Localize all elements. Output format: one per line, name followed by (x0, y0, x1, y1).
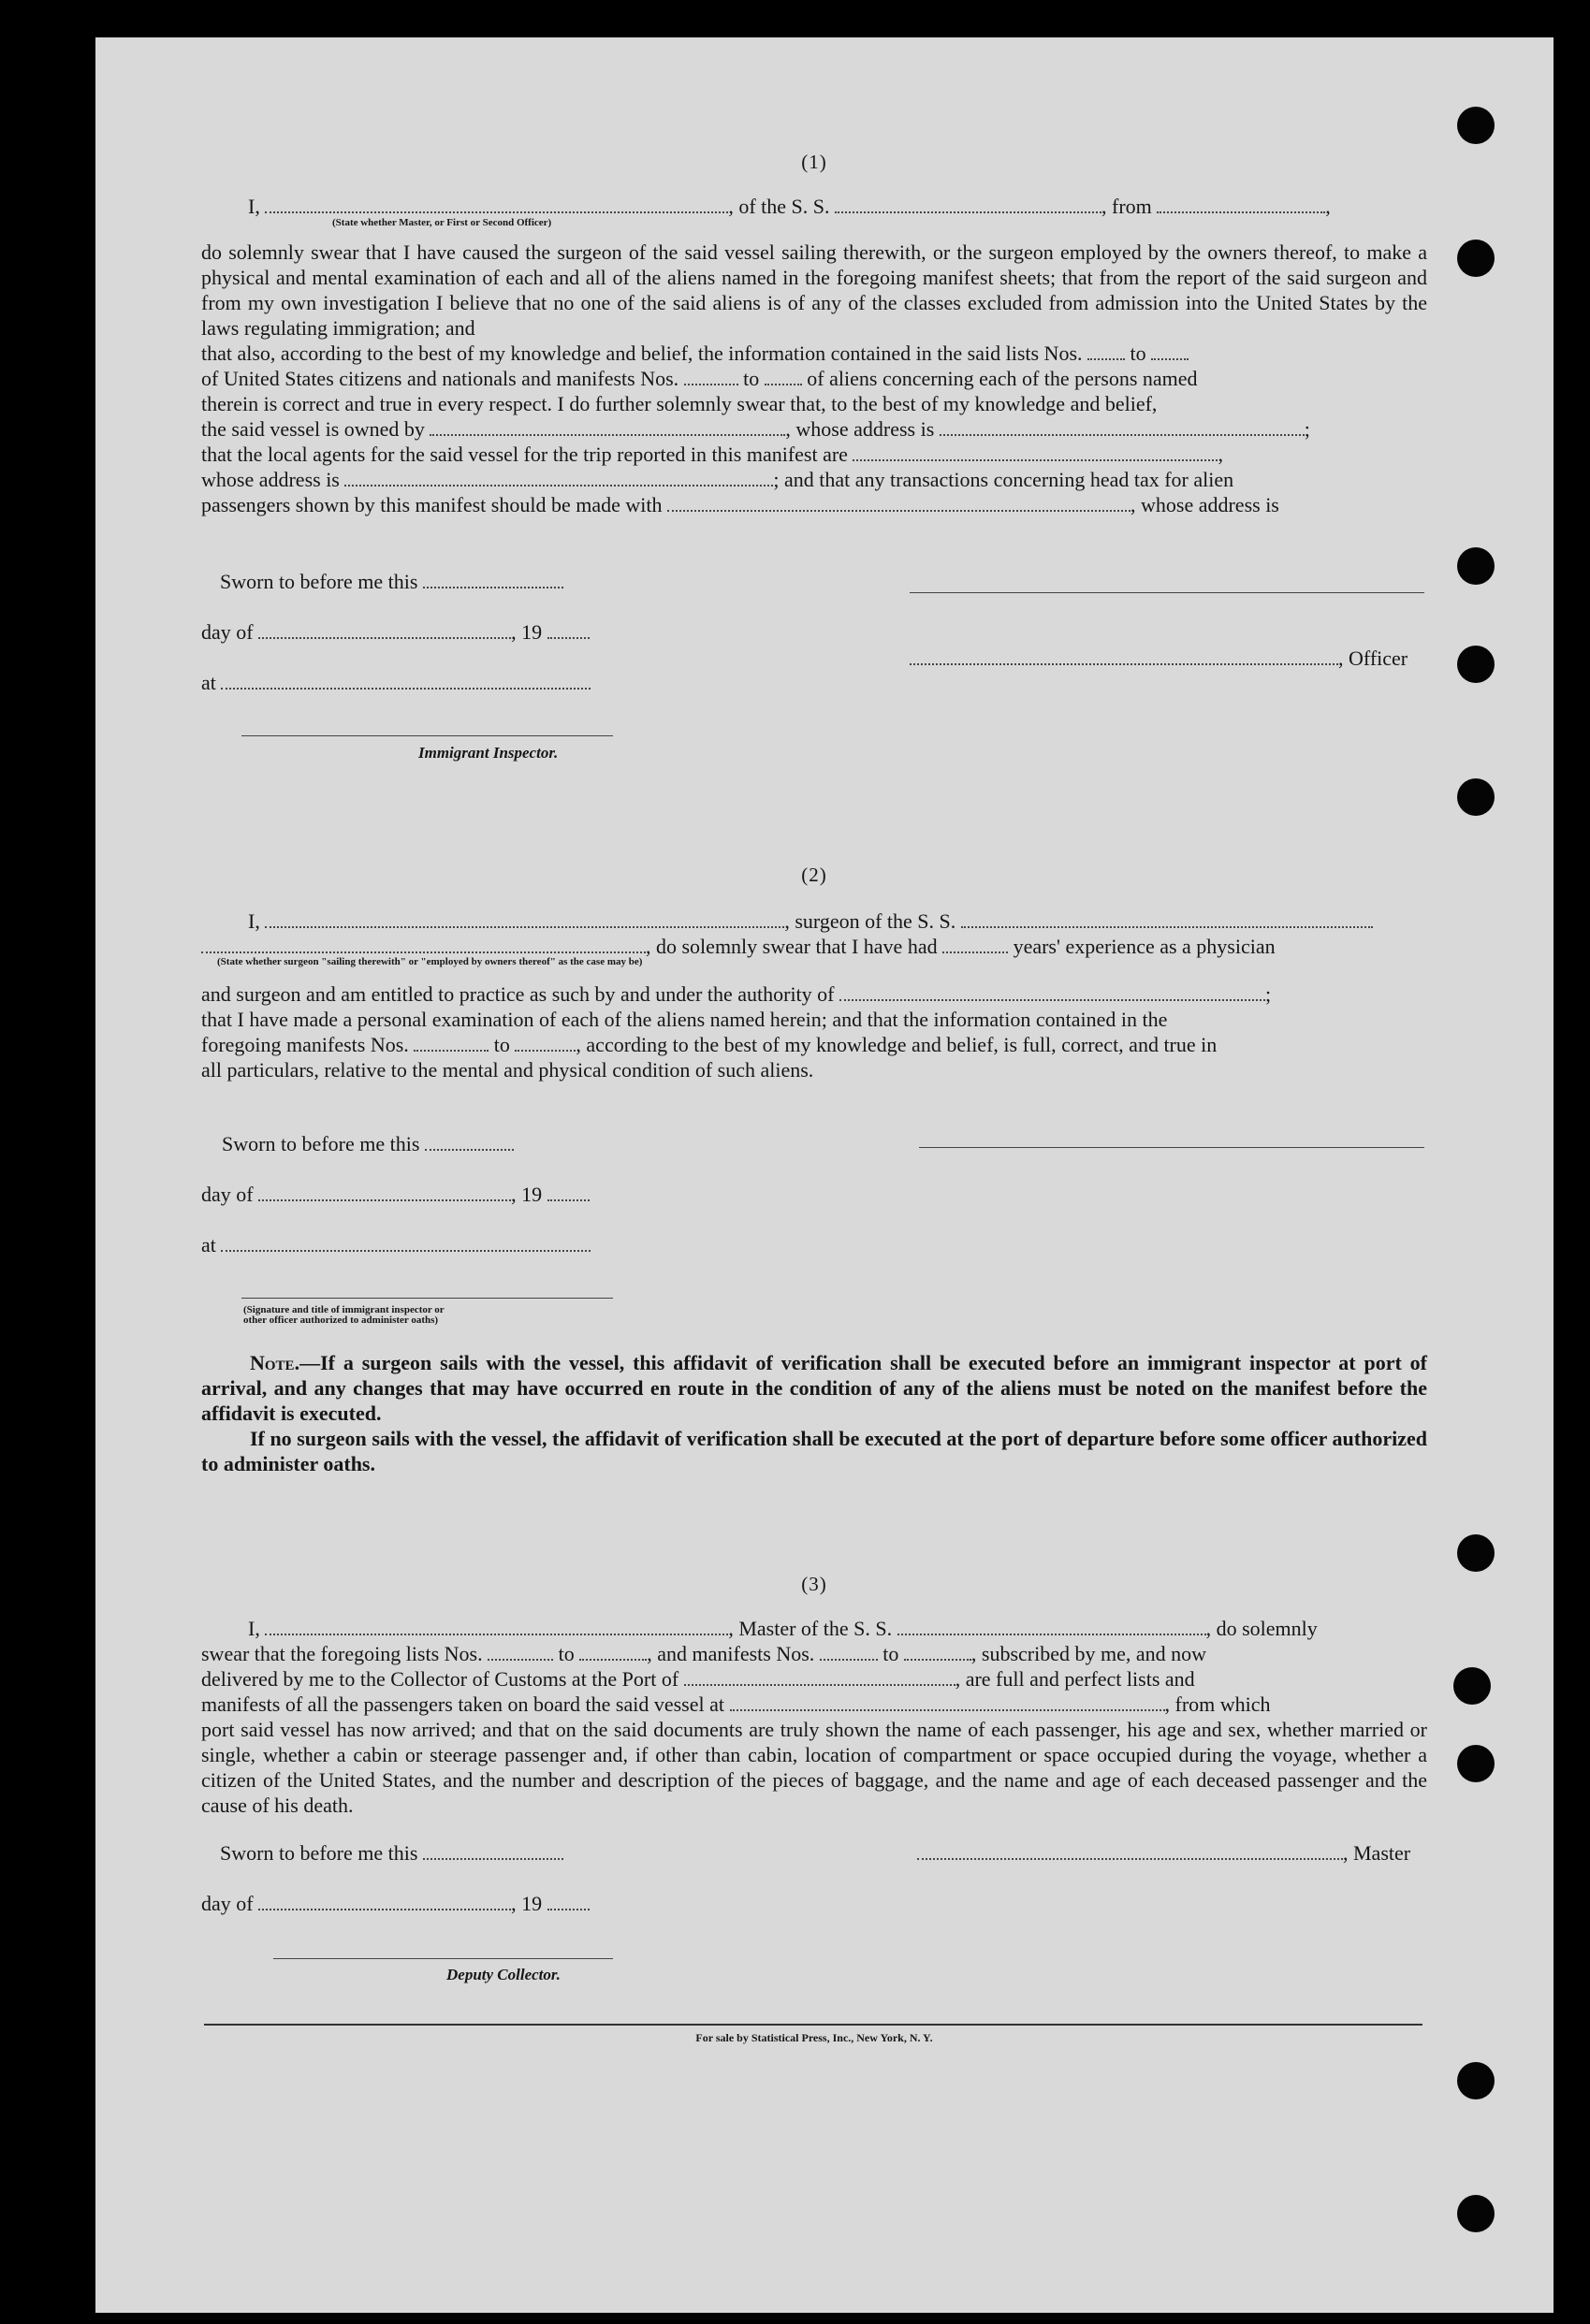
note-paragraph-1: Note.—If a surgeon sails with the vessel, this affidavit of verification shall be executed before an immigrant inspector at port of arrival, and any changes that may have occurred en route in the condition of any of the aliens must be noted on the manifest before the affidavit is executed. (201, 1351, 1427, 1425)
s3-deputy-label: Deputy Collector. (446, 1966, 561, 1983)
s2-sworn: Sworn to before me this (222, 1131, 514, 1156)
punch-hole (1457, 1745, 1495, 1782)
s2-line2: , do solemnly swear that I have had years' experience as a physician (201, 934, 1276, 959)
s3-sworn: Sworn to before me this (220, 1840, 563, 1866)
s2-at: at (201, 1232, 591, 1257)
s1-para-line3: therein is correct and true in every respect. I do further solemnly swear that, to the best of my knowledge and belief, (201, 392, 1158, 415)
s1-body: do solemnly swear that I have caused the surgeon of the said vessel sailing therewith, or the surgeon employed by the owners thereof, to make a physical and mental examination of each and all of the aliens named in the foregoing manifest sheets; that from the report of the said surgeon and from my own investigation I believe that no one of the said aliens is of any of the classes excluded from admission into the United States by the laws regulating immigration; and (201, 240, 1427, 340)
s1-para-line1: that also, according to the best of my knowledge and belief, the information contained in the said lists Nos. to (201, 341, 1189, 366)
s2-line1: I, , surgeon of the S. S. (248, 908, 1373, 934)
punch-hole (1457, 778, 1495, 816)
s3-line3: delivered by me to the Collector of Customs at the Port of , are full and perfect lists and (201, 1667, 1195, 1691)
s1-line1: I, , of the S. S. , from , (248, 195, 1331, 218)
s1-at: at (201, 670, 591, 695)
s1-sworn: Sworn to before me this (220, 569, 563, 594)
s1-para-line5: that the local agents for the said vessel for the trip reported in this manifest are , (201, 443, 1223, 466)
s3-dayof: day of , 19 (201, 1891, 590, 1916)
s3-line1: I, , Master of the S. S. , do solemnly (248, 1617, 1318, 1640)
s2-signature-caption-2: other officer authorized to administer oaths) (243, 1315, 439, 1326)
footer-imprint: For sale by Statistical Press, Inc., New York, N. Y. (695, 2031, 933, 2044)
s3-line4: manifests of all the passengers taken on board the said vessel at , from which (201, 1692, 1271, 1716)
section-3-number: (3) (801, 1573, 827, 1595)
s1-dayof: day of , 19 (201, 619, 590, 645)
s2-subnote: (State whether surgeon "sailing therewith" or "employed by owners thereof" as the case may be) (217, 956, 643, 967)
note-paragraph-2: If no surgeon sails with the vessel, the affidavit of verification shall be executed at the port of departure before some officer authorized to administer oaths. (201, 1427, 1427, 1475)
punch-hole (1457, 1534, 1495, 1572)
s2-signature-line-2 (241, 1298, 613, 1299)
s3-line2: swear that the foregoing lists Nos. to , and manifests Nos. to , subscribed by me, and now (201, 1642, 1207, 1665)
s3-master: , Master (917, 1840, 1410, 1866)
s2-para-line3: foregoing manifests Nos. to , according to the best of my knowledge and belief, is full, correct, and true in (201, 1033, 1218, 1056)
s1-subnote: (State whether Master, or First or Second Officer) (332, 217, 552, 228)
s1-para-line2: of United States citizens and nationals and manifests Nos. to of aliens concerning each of the persons named (201, 367, 1198, 390)
punch-hole (1457, 2195, 1495, 2232)
s1-inspector-label: Immigrant Inspector. (418, 744, 559, 762)
s1-signature-line (910, 592, 1424, 593)
s1-para-line7: passengers shown by this manifest should be made with , whose address is (201, 493, 1279, 516)
s3-deputy-line (273, 1958, 613, 1959)
footer-rule (204, 2024, 1422, 2026)
section-1-number: (1) (801, 151, 827, 173)
punch-hole (1457, 107, 1495, 144)
s1-para-line4: the said vessel is owned by , whose address is ; (201, 417, 1310, 441)
punch-hole (1457, 2062, 1495, 2099)
s2-dayof: day of , 19 (201, 1182, 590, 1207)
s1-inspector-line (241, 735, 613, 736)
s2-para-line2: that I have made a personal examination of each of the aliens named herein; and that the information contained in the (201, 1008, 1168, 1031)
s3-body: port said vessel has now arrived; and that on the said documents are truly shown the name of each passenger, his age and sex, whether married or single, whether a cabin or steerage passenger and, if other than cabin, location of compartment or space occupied during the voyage, whether a citizen of the United States, and the number and description of the pieces of baggage, and the name and age of each deceased passenger and the cause of his death. (201, 1718, 1427, 1817)
punch-hole (1457, 547, 1495, 585)
s2-signature-line (919, 1147, 1424, 1148)
s1-officer: , Officer (910, 646, 1408, 671)
s2-para-line1: and surgeon and am entitled to practice as such by and under the authority of ; (201, 982, 1272, 1006)
s1-para-line6: whose address is ; and that any transactions concerning head tax for alien (201, 468, 1234, 491)
section-2-number: (2) (801, 864, 827, 886)
punch-hole (1457, 646, 1495, 683)
punch-hole (1457, 240, 1495, 277)
s2-signature-caption-1: (Signature and title of immigrant inspector or (243, 1304, 445, 1315)
punch-hole (1453, 1667, 1491, 1705)
s2-para-line4: all particulars, relative to the mental and physical condition of such aliens. (201, 1058, 814, 1082)
